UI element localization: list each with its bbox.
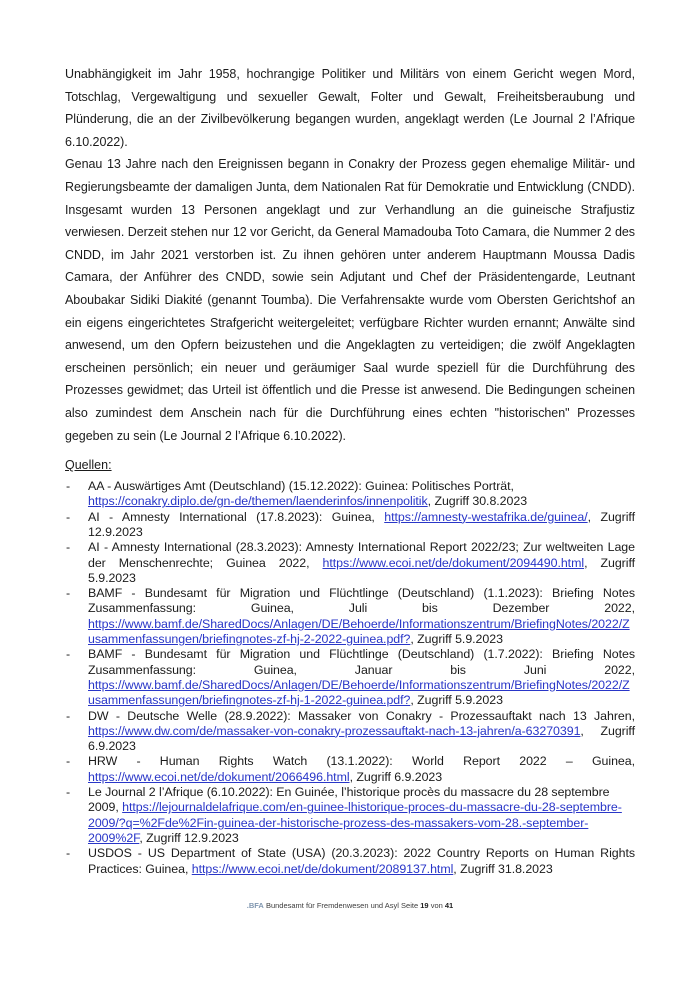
body-paragraph: Unabhängigkeit im Jahr 1958, hochrangige Politiker und Militärs von einem Gericht wegen Mord, Totschlag, Vergewaltigung und sexueller Gewalt, Folter und Gewalt, Freiheitsberaubung und Plünderung, die an der Zivilbevölkerung begangen wurden, angeklagt werden (Le Journal 2 l’Afrique 6.10.2022).	[65, 67, 635, 149]
bullet-dash: -	[66, 785, 71, 800]
source-citation-text: Le Journal 2 l’Afrique (6.10.2022): En Guinée, l’historique procès du massacre du 28 septembre 2009,	[88, 785, 610, 815]
body-paragraph: Genau 13 Jahre nach den Ereignissen begann in Conakry der Prozess gegen ehemalige Militär- und Regierungsbeamte der damaligen Junta, dem Nationalen Rat für Demokratie und Entwicklung (CNDD). Insgesamt wurden 13 Personen angeklagt und zur Verhandlung an die guineische Strafjustiz verwiesen. Derzeit stehen nur 12 vor Gericht, da General Mamadouba Toto Camara, die Nummer 2 des CNDD, im Jahr 2021 verstorben ist. Zu ihnen gehören unter anderem Hauptmann Moussa Dadis Camara, der Anführer des CNDD, sowie sein Adjutant und Chef der Präsidentengarde, Leutnant Aboubakar Sidiki Diakité (genannt Toumba). Die Verfahrensakte wurde vom Obersten Gerichtshof an ein eigens eingerichtetes Strafgericht weitergeleitet; verfügbare Richter wurden ernannt; Anwälte sind anwesend, um den Opfern beizustehen und die Angeklagten zu verteidigen; die zwölf Angeklagten erscheinen persönlich; ein neuer und geräumiger Saal wurde speziell für die Durchführung des Prozesses gewidmet; das Urteil ist öffentlich und die Presse ist anwesend. Die Bedingungen scheinen also zumindest dem Anschein nach für die Durchführung eines echten "historischen" Prozesses gegeben zu sein (Le Journal 2 l’Afrique 6.10.2022).	[65, 157, 635, 443]
source-access-date: , Zugriff 12.9.2023	[88, 509, 635, 539]
source-citation-text: USDOS - US Department of State (USA) (20.3.2023): 2022 Country Reports on Human Rights Practices: Guinea,	[88, 846, 635, 876]
bullet-dash: -	[66, 708, 71, 723]
source-hyperlink[interactable]: https://lejournaldelafrique.com/en-guinee-lhistorique-proces-du-massacre-du-28-septembre-2009/?q=%2Fde%2Fin-guinea-der-historische-prozess-des-massakers-vom-28.-september-2009%2F	[88, 800, 622, 845]
footer-page-number: 19	[420, 901, 429, 910]
page-footer	[0, 901, 700, 911]
source-access-date: , Zugriff 5.9.2023	[410, 632, 503, 647]
footer-von-label: von	[430, 901, 443, 910]
source-access-date: , Zugriff 5.9.2023	[410, 693, 503, 708]
source-hyperlink[interactable]: https://amnesty-westafrika.de/guinea/	[384, 509, 588, 524]
source-citation-text: AI - Amnesty International (28.3.2023): Amnesty International Report 2022/23; Zur weltweiten Lage der Menschenrechte; Guinea 2022,	[88, 540, 635, 570]
source-hyperlink[interactable]: https://www.bamf.de/SharedDocs/Anlagen/DE/Behoerde/Informationszentrum/BriefingNotes/2022/Zusammenfassungen/briefingnotes-zf-hj-1-2022-guinea.pdf?	[88, 677, 630, 708]
source-citation-text: HRW - Human Rights Watch (13.1.2022): World Report 2022 – Guinea,	[88, 754, 635, 769]
source-access-date: , Zugriff 6.9.2023	[88, 723, 635, 754]
bullet-dash: -	[66, 647, 71, 662]
bullet-dash: -	[66, 540, 71, 555]
source-item	[65, 846, 635, 877]
source-hyperlink[interactable]: https://www.ecoi.net/de/dokument/2066496.html	[88, 769, 350, 784]
footer-org-name: Bundesamt für Fremdenwesen und Asyl	[265, 901, 399, 910]
bullet-dash: -	[66, 479, 71, 494]
source-item	[65, 709, 635, 755]
bfa-logo: .BFA	[246, 901, 264, 910]
source-item	[65, 754, 635, 785]
source-access-date: , Zugriff 12.9.2023	[139, 830, 239, 845]
bullet-dash: -	[66, 509, 71, 524]
source-access-date: , Zugriff 5.9.2023	[88, 555, 636, 585]
bullet-dash: -	[66, 846, 71, 861]
source-access-date: , Zugriff 30.8.2023	[427, 494, 528, 509]
source-item	[65, 510, 635, 541]
source-hyperlink[interactable]: https://www.bamf.de/SharedDocs/Anlagen/DE/Behoerde/Informationszentrum/BriefingNotes/2022/Zusammenfassungen/briefingnotes-zf-hj-2-2022-guinea.pdf?	[88, 616, 630, 647]
source-item	[65, 540, 635, 586]
source-citation-text: AA - Auswärtiges Amt (Deutschland) (15.12.2022): Guinea: Politisches Porträt,	[88, 479, 514, 494]
footer-seite-label: Seite	[401, 901, 419, 910]
source-item	[65, 785, 635, 846]
source-hyperlink[interactable]: https://conakry.diplo.de/gn-de/themen/laenderinfos/innenpolitik	[88, 494, 428, 509]
source-item	[65, 586, 635, 647]
sources-heading: Quellen:	[65, 458, 112, 473]
body-text	[65, 63, 635, 447]
source-access-date: , Zugriff 6.9.2023	[349, 769, 443, 784]
source-citation-text: DW - Deutsche Welle (28.9.2022): Massaker von Conakry - Prozessauftakt nach 13 Jahren,	[88, 708, 635, 723]
source-hyperlink[interactable]: https://www.dw.com/de/massaker-von-conakry-prozessauftakt-nach-13-jahren/a-63270391	[88, 723, 581, 738]
source-citation-text: BAMF - Bundesamt für Migration und Flüchtlinge (Deutschland) (1.1.2023): Briefing Notes Zusammenfassung: Guinea, Juli bis Dezember 2022,	[88, 586, 635, 616]
footer-total-pages: 41	[444, 901, 454, 910]
source-item	[65, 647, 635, 708]
source-access-date: , Zugriff 31.8.2023	[453, 861, 553, 876]
source-citation-text: BAMF - Bundesamt für Migration und Flüchtlinge (Deutschland) (1.7.2022): Briefing Notes Zusammenfassung: Guinea, Januar bis Juni 2022,	[88, 647, 635, 677]
source-citation-text: AI - Amnesty International (17.8.2023): Guinea,	[88, 509, 385, 524]
source-list	[65, 479, 635, 877]
source-hyperlink[interactable]: https://www.ecoi.net/de/dokument/2094490.html	[322, 555, 585, 570]
source-hyperlink[interactable]: https://www.ecoi.net/de/dokument/2089137.html	[191, 861, 454, 876]
bullet-dash: -	[66, 754, 71, 769]
source-item	[65, 479, 635, 510]
bullet-dash: -	[66, 586, 71, 601]
